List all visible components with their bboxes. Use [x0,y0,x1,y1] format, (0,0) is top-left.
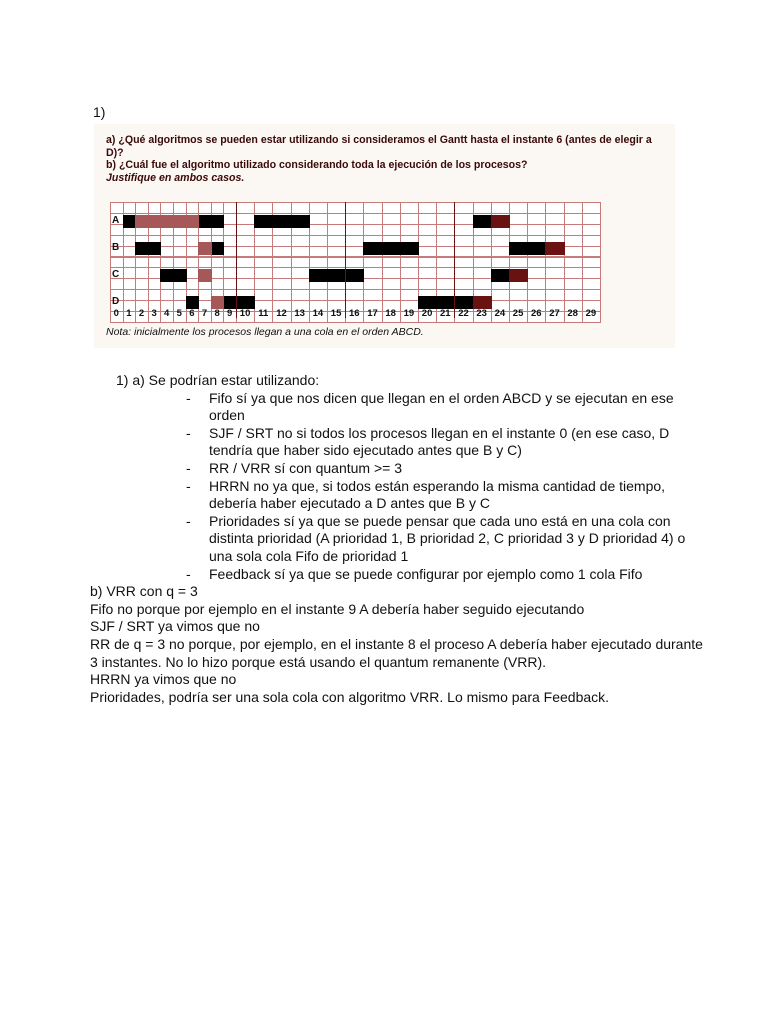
tick-label: 8 [214,307,220,319]
tick-label: 1 [126,307,132,319]
gantt-run-b-24 [509,242,528,255]
gantt-run-a-22 [473,215,492,228]
gantt-ready-c-6 [198,269,212,282]
gantt-runred-b-26 [545,242,564,255]
tick-label: 27 [549,307,560,319]
tick-label: 21 [439,307,451,319]
tick-label: 18 [385,307,396,319]
gantt-run-b-25 [527,242,546,255]
gantt-runred-a-23 [491,215,510,228]
bullet-dash: - [186,565,191,582]
gantt-ready-a-4 [173,215,187,228]
gantt-run-c-15 [345,269,364,282]
bullet-text: Feedback sí ya que se puede configurar por ejemplo como 1 cola Fifo [209,565,643,582]
gantt-run-c-13 [309,269,328,282]
tick-label: 14 [312,307,324,319]
gantt-run-b-16 [363,242,382,255]
gantt-run-a-11 [272,215,291,228]
tick-label: 0 [113,307,119,319]
bullet-text: Prioridades sí ya que se puede pensar que cada uno está en una cola con distinta prioridad (A prioridad 1, B prioridad 2, C prioridad 3 y D prioridad 4) o una sola cola Fifo de prioridad 1 [209,512,686,564]
answer-paragraph: Fifo no porque por ejemplo en el instante 9 A debería haber seguido ejecutando [90,600,585,617]
answer-bullet [90,513,710,566]
bullet-dash: - [186,424,191,441]
gantt-separator [454,202,455,318]
answer-paragraph: SJF / SRT ya vimos que no [90,618,260,635]
process-label-c: C [112,269,120,280]
tick-label: 6 [189,307,195,319]
gantt-ready-a-2 [148,215,162,228]
process-label-d: D [112,296,120,307]
tick-label: 23 [476,307,487,319]
tick-label: 2 [138,307,145,319]
tick-label: 15 [330,307,342,319]
gantt-runred-c-24 [509,269,528,282]
answer-paragraph: RR de q = 3 no porque, por ejemplo, en el instante 8 el proceso A debería haber ejecutado durante 3 instantes. No lo hizo porque está usando el quantum remanente (VRR). [90,635,703,670]
question-b: b) ¿Cuál fue el algoritmo utilizado considerando toda la ejecución de los procesos? [106,159,528,172]
answer-bullet [90,460,710,478]
gantt-run-b-2 [148,242,162,255]
tick-label: 25 [512,307,524,319]
bullet-text: HRRN no ya que, si todos están esperando la misma cantidad de tiempo, debería haber ejecutado a D antes que B y C [209,477,666,512]
tick-label: 17 [367,307,378,319]
gantt-ready-a-5 [186,215,200,228]
question-a: a) ¿Qué algoritmos se pueden estar utilizando si consideramos el Gantt hasta el instante 6 (antes de elegir a D)? [106,134,655,159]
gantt-run-b-7 [211,242,225,255]
gantt-ready-b-6 [198,242,212,255]
answer-paragraph: Prioridades, podría ser una sola cola con algoritmo VRR. Lo mismo para Feedback. [90,688,610,705]
gantt-separator [345,202,346,318]
tick-label: 19 [403,307,415,319]
answer-bullet-list [90,390,710,584]
tick-label: 20 [421,307,433,319]
answer-title: 1) a) Se podrían estar utilizando: [116,372,320,388]
answer-paragraph: HRRN ya vimos que no [90,671,237,688]
tick-label: 22 [458,307,469,319]
question-text [106,134,666,184]
answer-bullet [90,566,710,584]
gantt-ready-a-1 [135,215,149,228]
tick-label: 4 [164,307,170,319]
gantt-run-c-23 [491,269,510,282]
gantt-run-c-4 [173,269,187,282]
gantt-run-b-17 [382,242,401,255]
gantt-run-c-3 [160,269,174,282]
gantt-run-a-0 [123,215,137,228]
tick-label: 16 [348,307,360,319]
gantt-run-a-7 [211,215,225,228]
gantt-run-a-6 [198,215,212,228]
tick-label: 9 [227,307,233,319]
bullet-dash: - [186,459,191,476]
tick-label: 13 [294,307,305,319]
tick-label: 26 [530,307,542,319]
gantt-run-a-12 [291,215,310,228]
answer-section [90,372,710,706]
answer-paragraphs [90,583,710,706]
tick-label: 5 [176,307,182,319]
answer-bullet [90,425,710,460]
process-label-a: A [112,215,120,226]
answer-bullet [90,390,710,425]
gantt-run-a-10 [254,215,273,228]
gantt-ready-a-3 [160,215,174,228]
bullet-dash: - [186,512,191,529]
tick-label: 3 [151,307,157,319]
bullet-text: SJF / SRT no si todos los procesos llegan en el instante 0 (en ese caso, D tendría que haber sido ejecutado antes que B y C) [209,424,670,459]
process-label-b: B [112,242,120,253]
gantt-separator [236,202,237,318]
tick-label: 11 [258,307,269,319]
tick-label: 7 [201,307,208,319]
tick-label: 29 [585,307,597,319]
gantt-run-b-18 [400,242,419,255]
answer-paragraph: b) VRR con q = 3 [90,583,198,600]
bullet-dash: - [186,389,191,406]
figure-note: Nota: inicialmente los procesos llegan a una cola en el orden ABCD. [106,326,424,338]
gantt-run-b-1 [135,242,149,255]
question-instruction: Justifique en ambos casos. [106,171,245,184]
tick-label: 24 [494,307,506,319]
gantt-run-c-14 [327,269,346,282]
bullet-text: RR / VRR sí con quantum >= 3 [209,459,402,476]
tick-label: 10 [239,307,251,319]
bullet-text: Fifo sí ya que nos dicen que llegan en el orden ABCD y se ejecutan en ese orden [209,389,674,424]
bullet-dash: - [186,477,191,494]
tick-label: 12 [276,307,287,319]
answer-bullet [90,478,710,513]
tick-label: 28 [567,307,578,319]
exercise-number: 1) [93,104,106,120]
